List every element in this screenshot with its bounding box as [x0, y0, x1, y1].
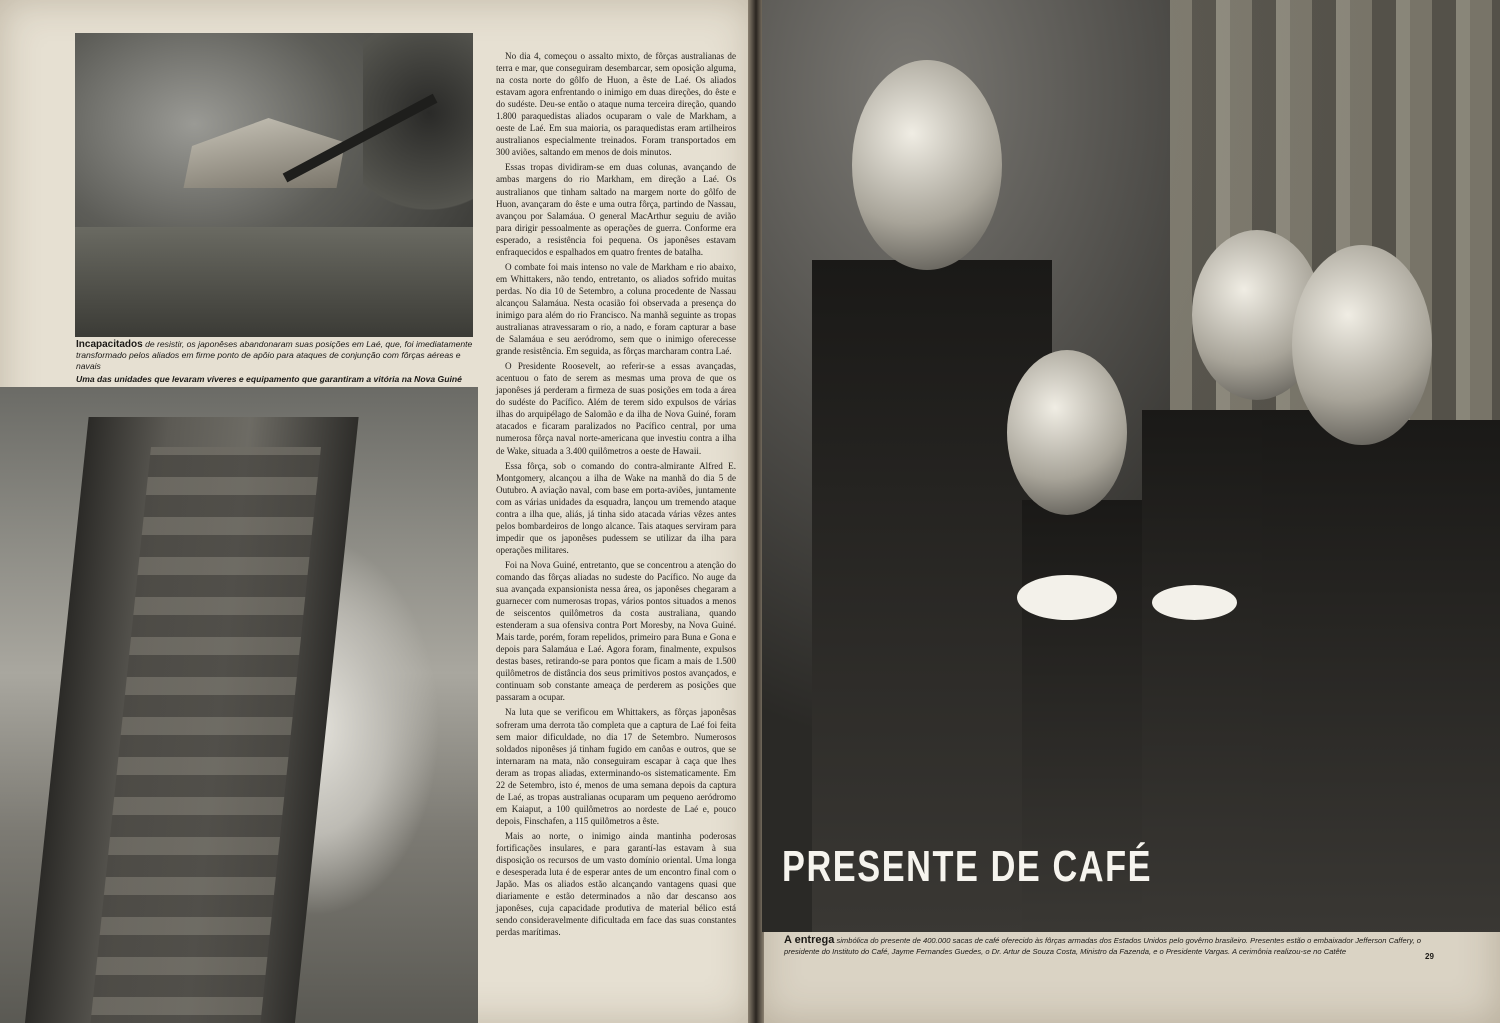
top-photo-caption	[76, 339, 476, 372]
article-paragraph: Essas tropas dividiram-se em duas colunas, avançando de ambas margens do rio Markham, em direção a Laé. Os australianos que tinham saltado na margem norte do gôlfo de Huon, avançaram do êste e uma outra fôrça, partindo de Nassau, avançou por Salamáua. O general MacArthur seguiu de avião para dirigir pessoalmente as operações de guerra. Conforme era esperado, a resistência foi pequena. Os japonêses estavam enfraquecidos e espalhados em quatro frentes de batalha.	[496, 162, 736, 257]
top-caption-text: de resistir, os japonêses abandonaram suas posições em Laé, que, foi imediatamente transformado pelos aliados em firme ponto de apôio para ataques de conjunção com fôrças aéreas e navais	[76, 339, 473, 371]
photo-coffee-ceremony	[762, 0, 1500, 932]
article-paragraph: Foi na Nova Guiné, entretanto, que se concentrou a atenção do comando das fôrças aliadas no sudeste do Pacífico. No auge da sua avançada expansionista nessa área, os japonêses chegaram a guarnecer com numerosas tropas, vários pontos situados a menos de seiscentos quilômetros da costa australiana, quando estenderam a sua ofensiva contra Port Moresby, na Nova Guiné. Mais tarde, porém, foram repelidos, primeiro para Buna e Gona e depois para Salamáua e Laé. Agora foram, finalmente, expulsos destas bases, retirando-se para pontos que ficam a mais de 1.500 quilômetros de distância dos seus primitivos postos avançados, e continuam sob constante ameaça de perderem as posições que passaram a ocupar.	[496, 559, 736, 703]
main-caption-lead: A entrega	[784, 934, 835, 946]
page-number: 29	[1425, 952, 1434, 961]
article-paragraph: Mais ao norte, o inimigo ainda mantinha poderosas fortificações insulares, e para garantí-las estavam à sua disposição os recursos de um vasto domínio oriental. Uma longa e desesperada luta é de esperar antes de um encontro final com o Japão. Mas os aliados estão alcançando vantagens quasi que diariamente e estão determinados a não dar descanso aos japonêses, cuja capacidade produtiva de material bélico está sendo consideravelmente dificultada em face das suas constantes perdas marítimas.	[496, 830, 736, 938]
main-caption-text: simbólica do presente de 400.000 sacas de café oferecido às fôrças armadas dos Estados Unidos pelo govêrno brasileiro. Presentes estão o embaixador Jefferson Caffery, o presidente do Instituto do Café, Jayme Fernandes Guedes, o Dr. Artur de Souza Costa, Ministro da Fazenda, e o Presidente Vargas. A cerimônia realizou-se no Catête	[784, 936, 1421, 956]
article-paragraph: Essa fôrça, sob o comando do contra-almirante Alfred E. Montgomery, alcançou a ilha de Wake na manhã do dia 5 de Outubro. A aviação naval, com base em porta-aviões, juntamente com as várias unidades da esquadra, lançou um tremendo ataque contra a ilha que, aliás, já tinha sido atacada várias vêzes antes pelos bombardeiros de longo alcance. Tais ataques serviram para impedir que os japonêses pudessem se utilizar da ilha para operações militares.	[496, 460, 736, 555]
ship-photo-caption: Uma das unidades que levaram víveres e equipamento que garantiram a vitória na Nova Guiné	[76, 374, 462, 384]
article-paragraph: O combate foi mais intenso no vale de Markham e rio abaixo, em Whittakers, não tendo, entretanto, os aliados sofrido muitas perdas. No dia 10 de Setembro, a coluna procedente de Nassau alcançou Salamáua. Nesta ocasião foi observada a presença do inimigo para além do rio Francisco. Na manhã seguinte as tropas australianas atravessaram o rio, a nado, e foram capturar a base de Salamáua e seu aeródromo, sem que o inimigo oferecesse grande resistência. Em seguida, as fôrças marcharam contra Laé.	[496, 261, 736, 357]
top-caption-lead: Incapacitados	[76, 339, 143, 350]
article-body	[496, 50, 736, 941]
main-photo-caption	[784, 935, 1454, 957]
article-paragraph: Na luta que se verificou em Whittakers, as fôrças japonêsas sofreram uma derrota tão completa que a captura de Laé foi feita sem maior dificuldade, no dia 17 de Setembro. Numerosos soldados niponêses já tinham fugido em canôas e outros, que se internaram na mata, não conseguiram escapar à caça que lhes deram as tropas aliadas, exterminando-os sistematicamente. Em 22 de Setembro, isto é, menos de uma semana depois da captura de Laé, as tropas australianas ocuparam um pequeno aeródromo em Kaiaput, a 100 quilômetros ao nordeste de Laé e, pouco depois, Finschafen, a 115 quilômetros a êste.	[496, 707, 736, 826]
photo-supply-ship	[0, 387, 478, 1023]
article-paragraph: No dia 4, começou o assalto mixto, de fôrças australianas de terra e mar, que conseguiram desembarcar, sem oposição alguma, na costa norte do gôlfo de Huon, a êste de Laé. Os aliados estavam agora enfrentando o inimigo em duas direções, do êste e do sudéste. Deu-se então o ataque numa terceira direção, quando 1.800 paraquedistas aliados ocuparam o vale de Markham, a oeste de Laé. Em sua maioria, os paraquedistas eram artilheiros australianos especialmente treinados. Foram transportados em 300 aviões, saltando em menos de dois minutos.	[496, 51, 736, 158]
article-headline: PRESENTE DE CAFÉ	[782, 842, 1153, 891]
article-paragraph: O Presidente Roosevelt, ao referir-se a essas avançadas, acentuou o fato de serem as mesmas uma prova de que os japonêses já perderam a firmeza de suas posições em toda a área do sudéste do Pacífico. Além de terem sido expulsos de várias ilhas do arquipélago de Salomão e da ilha de Nova Guiné, foram atacados e ficaram paralizados no Pacífico central, por uma numerosa fôrça naval norte-americana que investiu contra a ilha de Wake, situada a 3.400 quilômetros a oeste de Hawaii.	[496, 361, 736, 456]
photo-soldiers-antiaircraft-gun	[75, 33, 473, 337]
